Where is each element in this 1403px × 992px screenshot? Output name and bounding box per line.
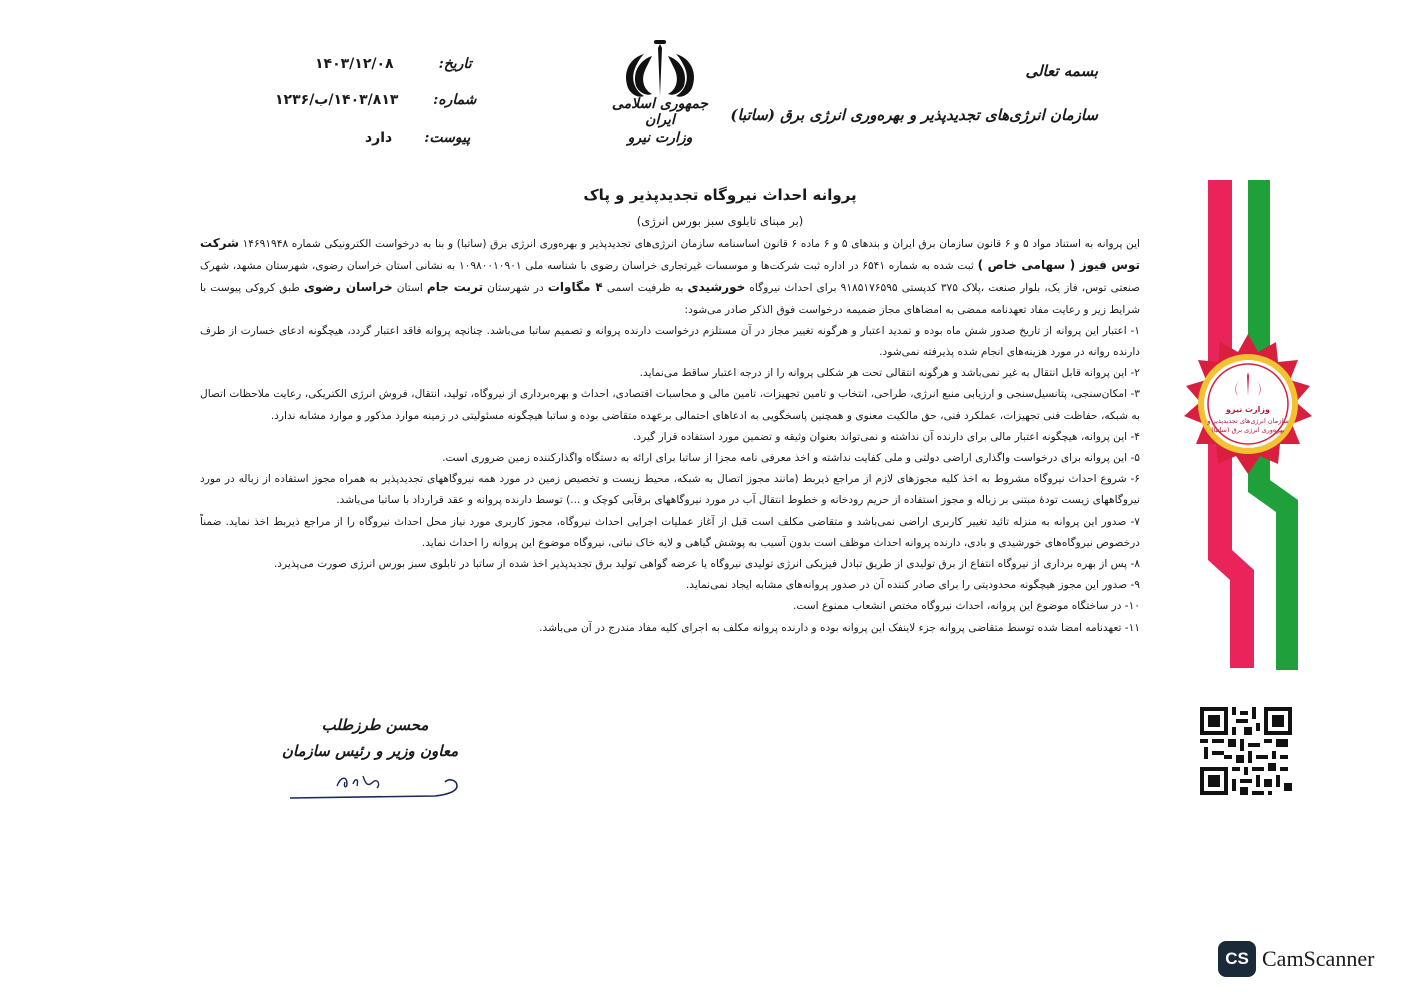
emblem-ministry: وزارت نیرو (627, 130, 693, 146)
meta-number-label: شماره: (433, 92, 477, 108)
intro-part3: به ظرفیت اسمی (606, 282, 684, 295)
handwritten-signature (285, 768, 465, 804)
seal-org: سازمان انرژی‌های تجدیدپذیر و بهره‌وری انرژی برق (ساتبا) (1207, 417, 1289, 434)
meta-date-label: تاریخ: (438, 56, 472, 72)
intro-part1: این پروانه به استناد مواد ۵ و ۶ قانون سازمان برق ایران و بندهای ۵ و ۶ ماده ۶ قانون اساسنامه سازمان انرژی‌های تجدیدپذیر و بهره‌وری انرژی برق (ساتبا) و بنا به درخواست الکترونیکی شماره ۱۴۶۹۱۹۴۸ (242, 238, 1140, 250)
meta-date (315, 56, 472, 72)
signatory-name: محسن طرزطلب (321, 716, 429, 734)
bismillah: بسمه تعالی (1025, 62, 1098, 80)
clause-10: ۱۰- در ساختگاه موضوع این پروانه، احداث نیروگاه مختص انشعاب ممنوع است. (793, 600, 1140, 613)
meta-attachment (365, 130, 470, 146)
document-body (200, 233, 1140, 639)
plant-city: تربت جام (426, 280, 483, 295)
clause-2: ۲- این پروانه قابل انتقال به غیر نمی‌باشد و هرگونه انتقالی تحت هر شکلی پروانه را از درجه اعتبار ساقط می‌نماید. (639, 367, 1140, 380)
clause-8: ۸- پس از بهره برداری از نیروگاه انتفاع از برق تولیدی از طریق تبادل فیزیکی انرژی تولیدی نیروگاه یا عرضه گواهی تولید برق تجدیدپذیر اخذ شده از ساتبا در تابلوی سبز بورس انرژی صورت می‌پذیرد. (273, 558, 1140, 571)
intro-part6: طبق کروکی پیوست با شرایط زیر و رعایت مفاد تعهدنامه ممضی به امضاهای مجاز ضمیمه درخواست فوق الذکر صادر می‌شود: (200, 282, 1140, 316)
meta-attachment-value: دارد (365, 130, 393, 146)
plant-type: خورشیدی (687, 280, 746, 295)
clause-9: ۹- صدور این مجوز هیچگونه محدودیتی را برای صادر کننده آن در صدور پروانه‌های مشابه ایجاد نمی‌نماید. (685, 579, 1140, 592)
plant-province: خراسان رضوی (303, 280, 393, 295)
intro-part4: در شهرستان (487, 282, 544, 295)
clause-6: ۶- شروع احداث نیروگاه مشروط به اخذ کلیه مجوزهای لازم از مراجع ذیربط (مانند مجوز اتصال به شبکه، محیط زیست و تخصیص زمین در مورد همه نیروگاههای تجدیدپذیر به همراه مجوز استفاده از زباله در مورد نیروگاههای زیست تودهٔ مبتنی بر زباله و مجوز استفاده از حریم رودخانه و خطوط انتقال آب در مورد نیروگاههای برقآبی کوچک و ...) توسط دارنده پروانه و عقد قرارداد با ساتبا می‌باشد. (200, 473, 1140, 507)
qr-code (1200, 707, 1292, 795)
organization-name: سازمان انرژی‌های تجدیدپذیر و بهره‌وری انرژی برق (ساتبا) (730, 106, 1098, 124)
clause-4: ۴- این پروانه، هیچگونه اعتبار مالی برای دارنده آن نداشته و نمی‌تواند بعنوان وثیقه و تضمین مورد استفاده قرار گیرد. (633, 430, 1140, 443)
clause-3: ۳- امکان‌سنجی، پتانسیل‌سنجی و ارزیابی منبع انرژی، طراحی، انتخاب و تامین تجهیزات، تامین مالی و محاسبات اقتصادی، احداث و بهره‌برداری از نیروگاه، تولید، انتقال، فروش انرژی الکتریکی، رعایت ملاحظات اتصال به شبکه، حفاظت فنی تجهیزات، عملکرد فنی، حق مالکیت معنوی و همچنین پاسخگویی به ادعاهای احتمالی برعهده متقاضی بوده و ساتبا هیچگونه مسئولیتی در زمینه موارد مذکور و موارد مشابه ندارد. (200, 388, 1140, 422)
intro-part5: استان (396, 282, 423, 295)
company-name: شرکت توس فیوز ( سهامی خاص ) (200, 236, 1140, 273)
signatory-title: معاون وزیر و رئیس سازمان (281, 742, 459, 760)
meta-attachment-label: پیوست: (424, 130, 471, 146)
meta-number-value: ۱۴۰۳/۸۱۳/ب/۱۲۳۶ (275, 92, 399, 108)
camscanner-label: CamScanner (1262, 946, 1375, 971)
seal-ministry: وزارت نیرو (1226, 405, 1270, 414)
clause-1: ۱- اعتبار این پروانه از تاریخ صدور شش ماه بوده و تمدید اعتبار و هرگونه تغییر مجاز در آن مستلزم درخواست دارنده پروانه و تصمیم ساتبا می‌باشد. چنانچه پروانه فاقد اعتبار گردد، هیچگونه ادعای خسارت از طرف دارنده روانه در مورد هزینه‌های انجام شده پذیرفته نمی‌شود. (200, 324, 1140, 359)
meta-number (275, 92, 476, 108)
intro-part2: ثبت شده به شماره ۶۵۴۱ در اداره ثبت شرکت‌ها و موسسات غیرتجاری خراسان رضوی با شناسه ملی ۱۰۹۸۰۰۱۰۹۰۱ به نشانی استان خراسان رضوی، شهرستان مشهد، شهرک صنعتی توس، فاز یک، بلوار صنعت ،پلاک ۳۷۵ کدپستی ۹۱۸۵۱۷۶۵۹۵ برای احداث نیروگاه (200, 260, 1140, 295)
meta-date-value: ۱۴۰۳/۱۲/۰۸ (315, 56, 394, 72)
clause-11: ۱۱- تعهدنامه امضا شده توسط متقاضی پروانه جزء لاینفک این پروانه بوده و دارنده پروانه مکلف به اجرای کلیه مفاد مندرج در آن می‌باشد. (539, 621, 1140, 634)
plant-capacity: ۴ مگاوات (547, 280, 603, 295)
intro-paragraph (200, 233, 1140, 321)
clause-5: ۵- این پروانه برای درخواست واگذاری اراضی دولتی و ملی کفایت نداشته و اخذ معرفی نامه مجزا از ساتبا برای ارائه به دستگاه واگذارکننده زمین ضروری است. (442, 452, 1140, 465)
emblem-country: جمهوری اسلامی ایران (611, 96, 709, 128)
document-title: پروانه احداث نیروگاه تجدیدپذیر و پاک (583, 186, 857, 204)
camscanner-logo: CS (1218, 941, 1256, 977)
clause-7: ۷- صدور این پروانه به منزله تائید تغییر کاربری اراضی نمی‌باشد و متقاضی مکلف است قبل از آغاز عملیات اجرایی احداث نیروگاه، مجوز کاربری مورد نیاز محل احداث نیروگاه را از مراجع ذیربط اخذ نماید. ضمناً درخصوص نیروگاه‌های خورشیدی و بادی، دارنده پروانه احداث موظف است بدون آسیب به پوشش گیاهی و لایه خاک نباتی، نیروگاه موضوع این پروانه را احداث نماید. (200, 515, 1140, 549)
document-subtitle: (بر مبنای تابلوی سبز بورس انرژی) (636, 214, 804, 228)
